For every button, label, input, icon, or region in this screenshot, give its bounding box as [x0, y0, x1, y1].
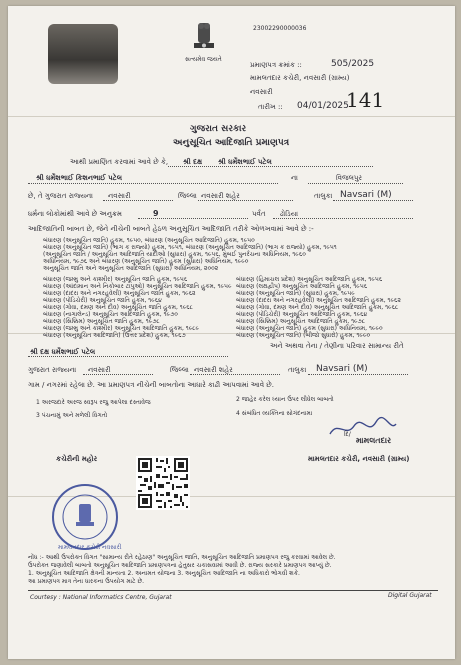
date-value: 04/01/2025	[297, 101, 349, 111]
date-label: તારીખ ::	[258, 103, 283, 111]
residence-tail: ગામ / નગરમાં રહેલા છે. આ પ્રમાણપત્ર નીચેની બાબતોના આધારે કાઢી આપવામાં આવે છે.	[28, 381, 274, 389]
courtesy-text: Courtesy : National Informatics Centre, Gujarat	[30, 594, 172, 601]
order-list-top	[43, 237, 337, 272]
family-name: શ્રી દક્ષ ધર્મેશભાઈ પટેલ	[30, 348, 96, 356]
caste-label: પર્વત	[252, 210, 266, 218]
taluka-value: Navsari (M)	[340, 190, 392, 200]
residence-taluka-value: Navsari (M)	[316, 364, 368, 374]
barcode-number: 23002290000036	[253, 25, 307, 32]
sign-title: મામલતદાર	[356, 436, 392, 445]
certificate-title: અનુસૂચિત આદિજાતિ પ્રમાણપત્ર	[173, 138, 290, 148]
handwritten-number: 141	[346, 88, 385, 112]
underline	[168, 166, 373, 167]
order-line: બંધારણ (દાદરા અને નગરહવેલી) અનુસૂચિત જાતિ હુકમ, ૧૯૬૨	[43, 290, 196, 297]
residence-taluka-small: નવસારી	[88, 366, 111, 374]
father-name: શ્રી ધર્મેશભાઈ કિશનભાઈ પટેલ	[36, 174, 123, 182]
sign-label: દિ/	[344, 431, 351, 438]
office-place: નવસારી	[250, 88, 273, 96]
order-line: બંધારણ (સિક્કિમ) અનુસૂચિત જાતિ હુકમ, ૧૯૭૮	[43, 318, 160, 325]
underline	[333, 200, 413, 201]
order-line: બંધારણ (અનુસૂચિત જાતિ) હુકમ, ૧૯૫૦, બંધારણ (અનુસૂચિત આદિજાતિ) હુકમ, ૧૯૫૦	[43, 237, 255, 244]
underline	[308, 183, 403, 184]
applicant-prefix: શ્રી દક્ષ	[183, 158, 203, 166]
emblem-caption: સત્યમેવ જયતે	[185, 56, 222, 63]
footer-divider	[28, 590, 438, 591]
qr-code-icon	[136, 456, 190, 510]
order-line: બંધારણ (અનુસૂચિત જાતિ) (બીજો સુધારો) હુકમ, ૧૯૯૦	[236, 332, 371, 339]
note-block	[28, 554, 336, 586]
cert-no-value: 505/2025	[331, 59, 375, 69]
family-line-text: અને અથવા તેના / તેણીના પરિવાર સામાન્ય રીતે	[270, 342, 404, 350]
order-line: અધિનિયમ, ૧૯૭૬ અને બંધારણ (અનુસૂચિત જાતિ) હુકમ (સુધારા) અધિનિયમ, ૧૯૯૦	[43, 258, 249, 265]
caste-value: ઢોડિયા	[280, 210, 299, 218]
village-label: ના	[291, 174, 298, 182]
certificate-paper	[8, 6, 455, 659]
note-line: 1. અનુસૂચિત આદિજાતિ ક્ષેત્રની માન્યતા 2. અનામત યોજના 3. અનુસૂચિત આદિજાતિ ના અધિકારો ભોગવી શકે.	[28, 570, 300, 577]
underline	[308, 374, 408, 375]
note-line: આ પ્રમાણપત્ર માત્ર તેના ધારકના ઉપયોગ માટે છે.	[28, 578, 145, 585]
state-line-text: છે, તે ગુજરાત રાજ્યના	[28, 192, 93, 200]
tribe-heading: આદિજાતિની બાબત છે, જેને નીચેની બાબતે હેઠળ અનુસૂચિત આદિજાતિ તરીકે ઓળખવામાં આવે છે :-	[28, 225, 314, 233]
order-line: બંધારણ (લક્ષદ્વીપ) અનુસૂચિત આદિજાતિ હુકમ, ૧૯૫૬	[236, 283, 368, 290]
office-seal-label: કચેરીની મહોર	[56, 455, 98, 463]
order-list-right	[236, 276, 401, 339]
note-line: ઉપરોક્ત જણાવેલી બાબતો અનુસૂચિત આદિજાતિ પ્રમાણપત્રના હેતુસર ચકાસવામાં આવી છે. રાજ્ય સરકારે પ્રમાણપત્ર આપ્યું છે.	[28, 562, 332, 569]
office-name: મામલતદાર કચેરી, નવસારી (ગ્રામ્ય)	[250, 74, 350, 82]
order-line: બંધારણ (સિક્કિમ) અનુસૂચિત આદિજાતિ હુકમ, ૧૯૭૮	[236, 318, 366, 325]
residence-district-label: જિલ્લા	[170, 366, 189, 374]
underline	[273, 218, 413, 219]
order-line: (અનુસૂચિત જાતિ / અનુસૂચિત આદિજાતિ યાદીઓ (સુધારા) હુકમ, ૧૯૫૬, મુંબઈ પુનર્રચના અધિનિયમ, ૧૯૬૦	[43, 251, 306, 258]
paper-fold	[8, 116, 455, 117]
order-line: બંધારણ (જમ્મુ અને કાશ્મીર) અનુસૂચિત આદિજાતિ હુકમ, ૧૯૮૯	[43, 325, 200, 332]
seal-text: મામલતદાર કચેરી નવસારી	[58, 544, 122, 551]
district-value: નવસારી શહેર	[201, 192, 240, 200]
gov-title: ગુજરાત સરકાર	[190, 124, 247, 134]
underline	[83, 374, 153, 375]
order-line: બંધારણ (દાદરા અને નગરહવેલી) અનુસૂચિત આદિજાતિ હુકમ, ૧૯૬૨	[236, 297, 401, 304]
office-signature: મામલતદાર કચેરી, નવસારી (ગ્રામ્ય)	[308, 455, 410, 463]
digital-gujarat: Digital Gujarat	[388, 592, 432, 599]
underline	[138, 218, 248, 219]
intro-text: આથી પ્રમાણિત કરવામાં આવે છે કે,	[70, 158, 169, 166]
applicant-photo	[48, 24, 118, 84]
note-line: નોંધ :- આથી ઉપરોક્ત વિગત "સામાન્ય રીતે રહેઠાણ" અનુસૂચિત જાતિ, અનુસૂચિત આદિજાતિ પ્રમાણપત્ર રજુ કરવામાં આવેલ છે.	[28, 554, 336, 561]
underline	[198, 200, 293, 201]
order-line: બંધારણ (જમ્મુ અને કાશ્મીર) અનુસૂચિત જાતિ હુકમ, ૧૯૫૬	[43, 276, 188, 283]
office-seal-icon	[50, 482, 120, 552]
religion-number: 9	[153, 209, 159, 218]
underline	[28, 356, 228, 357]
order-line: બંધારણ (હિમાચલ પ્રદેશ) અનુસૂચિત આદિજાતિ હુકમ, ૧૯૫૬	[236, 276, 383, 283]
order-line: બંધારણ (ગોવા, દમણ અને દીવ) અનુસૂચિત જાતિ હુકમ, ૧૯૬૮	[43, 304, 193, 311]
underline	[103, 200, 173, 201]
order-line: બંધારણ (પોંડિચેરી) અનુસૂચિત જાતિ હુકમ, ૧૯૬૪	[43, 297, 162, 304]
basis-item: 1 અરજદારે અરજ સ્વરૂપ રજુ આપેલા દસ્તાવેજ	[36, 399, 151, 406]
order-line: બંધારણ (ગોવા, દમણ અને દીવ) અનુસૂચિત આદિજાતિ હુકમ, ૧૯૬૮	[236, 304, 399, 311]
order-line: બંધારણ (આંદામાન અને નિકોબાર ટાપુઓ) અનુસૂચિત આદિજાતિ હુકમ, ૧૯૫૯	[43, 283, 232, 290]
order-line: બંધારણ (નાગાલેન્ડ) અનુસૂચિત આદિજાતિ હુકમ, ૧૯૭૦	[43, 311, 178, 318]
order-line: બંધારણ (અનુસૂચિત જાતિ) (સુધારા) હુકમ, ૧૯૫૯	[236, 290, 355, 297]
district-label: જિલ્લા	[178, 192, 197, 200]
order-list-left	[43, 276, 232, 339]
order-line: બંધારણ (પોંડિચેરી) અનુસૂચિત આદિજાતિ હુકમ, ૧૯૬૪	[236, 311, 368, 318]
taluka-label: તાલુકા	[314, 192, 333, 200]
basis-item: 2 જાહેર કરેલ ધ્યાન ઉપર લીધેલ બાબતો	[236, 396, 334, 403]
basis-item: 3 પંચનામું અને મળેલી વિગતો	[36, 412, 108, 419]
order-line: બંધારણ (અનુસૂચિત જાતિ) હુકમ (સુધારા) અધિનિયમ, ૧૯૯૦	[236, 325, 383, 332]
religion-label: ધર્મના લોકોમાંથી આવે છે અનુક્રમ	[28, 210, 122, 218]
residence-district-value: નવસારી શહેર	[194, 366, 233, 374]
residence-state-label: ગુજરાત રાજ્યના	[28, 366, 77, 374]
residence-taluka-label: તાલુકા	[288, 366, 307, 374]
village-value: વિજલપુર	[336, 174, 363, 182]
order-line: બંધારણ (અનુસૂચિત જાતિ) (ભાગ ક રાજ્યો) હુકમ, ૧૯૫૧, બંધારણ (અનુસૂચિત આદિજાતિ) (ભાગ ક રાજ્યો) હુકમ, ૧૯૫૧	[43, 244, 337, 251]
state-taluka-small: નવસારી	[108, 192, 131, 200]
underline	[28, 183, 278, 184]
underline	[190, 374, 280, 375]
applicant-name: શ્રી ધર્મેશભાઈ પટેલ	[218, 158, 272, 166]
order-line: અનુસૂચિત જાતિ અને અનુસૂચિત આદિજાતિ (સુધારા) અધિનિયમ, ૨૦૦૨	[43, 265, 219, 272]
basis-item: 4 સંબંધિત વ્યક્તિના સોગંદનામા	[236, 410, 313, 417]
order-line: બંધારણ (અનુસૂચિત આદિજાતિ) (ઉત્તર પ્રદેશ) હુકમ, ૧૯૬૭	[43, 332, 186, 339]
cert-no-label: પ્રમાણપત્ર ક્રમાંક ::	[250, 61, 302, 69]
